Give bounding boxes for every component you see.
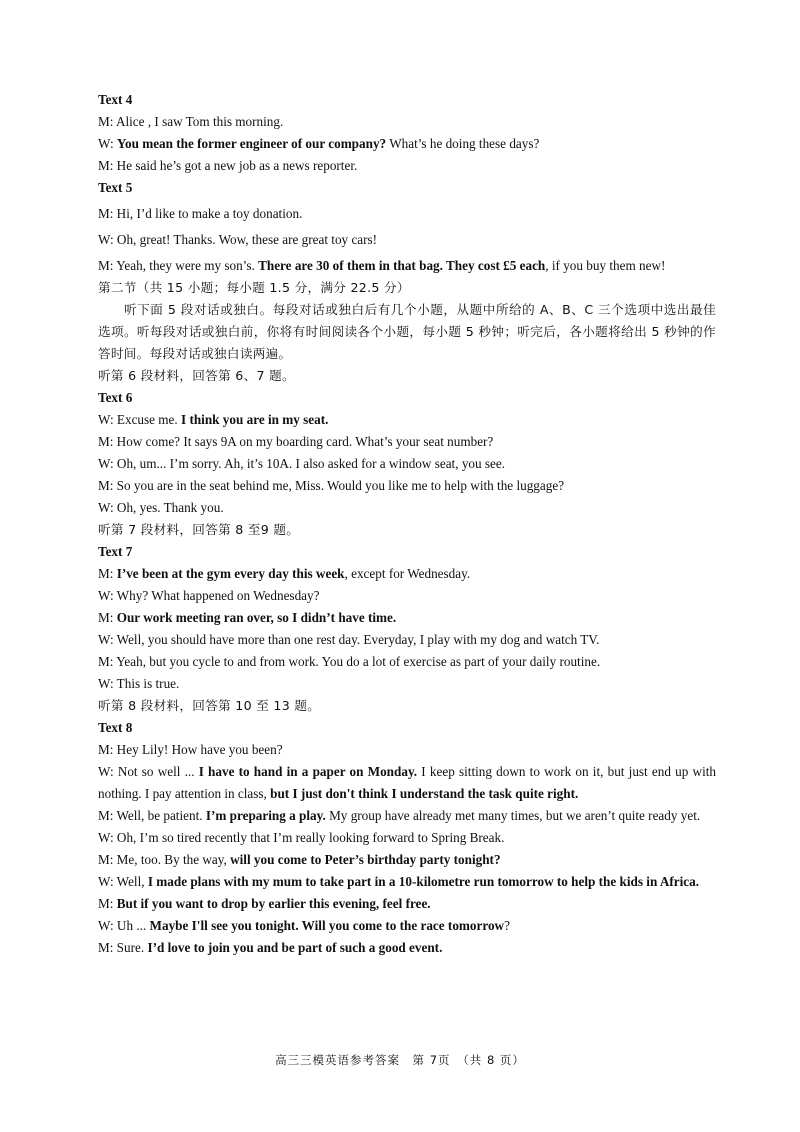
highlighted-answer: I think you are in my seat. (181, 412, 329, 427)
passage6-prompt: 听第 6 段材料，回答第 6、7 题。 (98, 368, 295, 383)
answer-key-page (98, 89, 716, 959)
text6-line-5: W: Oh, yes. Thank you. (98, 500, 224, 515)
text7-line-4: W: Well, you should have more than one rest day. Everyday, I play with my dog and watch TV. (98, 632, 600, 647)
section2-title: 第二节（共 15 小题；每小题 1.5 分，满分 22.5 分） (98, 280, 410, 295)
highlighted-answer: There are 30 of them in that bag. They cost £5 each (258, 258, 546, 273)
text7-heading: Text 7 (98, 544, 133, 559)
text7-line-5: M: Yeah, but you cycle to and from work. You do a lot of exercise as part of your daily routine. (98, 654, 601, 669)
highlighted-answer: I’m preparing a play. (205, 808, 326, 823)
text7-line-2: W: Why? What happened on Wednesday? (98, 588, 320, 603)
text5-line-2: W: Oh, great! Thanks. Wow, these are great toy cars! (98, 232, 378, 247)
text7-line-6: W: This is true. (98, 676, 180, 691)
text8-line-1: M: Hey Lily! How have you been? (98, 742, 283, 757)
text6-line-1: W: Excuse me. I think you are in my seat. (98, 412, 329, 427)
page-footer: 高三三模英语参考答案 第 7页 （共 8 页） (275, 1053, 525, 1067)
text8-line-7: M: But if you want to drop by earlier this evening, feel free. (98, 896, 431, 911)
highlighted-answer: I made plans with my mum to take part in a 10-kilometre run tomorrow to help the kids in Africa. (147, 874, 700, 889)
text5-line-1: M: Hi, I’d like to make a toy donation. (98, 206, 303, 221)
text6-line-3: W: Oh, um... I’m sorry. Ah, it’s 10A. I also asked for a window seat, you see. (98, 456, 506, 471)
text7-line-1: M: I’ve been at the gym every day this week, except for Wednesday. (98, 566, 471, 581)
highlighted-answer: will you come to Peter’s birthday party tonight? (230, 852, 501, 867)
text4-line-1: M: Alice , I saw Tom this morning. (98, 114, 284, 129)
text8-line-2: W: Not so well ... I have to hand in a paper on Monday. I keep sitting down to work on it, but just end up with nothing. I pay attention in class, but I just don't think I understand the task quite right. (98, 764, 716, 801)
text6-line-4: M: So you are in the seat behind me, Miss. Would you like me to help with the luggage? (98, 478, 565, 493)
text8-line-4: W: Oh, I’m so tired recently that I’m really looking forward to Spring Break. (98, 830, 505, 845)
highlighted-answer: Our work meeting ran over, so I didn’t have time. (116, 610, 397, 625)
highlighted-answer: But if you want to drop by earlier this evening, feel free. (116, 896, 431, 911)
text8-line-3: M: Well, be patient. I’m preparing a play. My group have already met many times, but we aren’t quite ready yet. (98, 808, 701, 823)
highlighted-answer: Maybe I'll see you tonight. Will you come to the race tomorrow (149, 918, 505, 933)
highlighted-answer: You mean the former engineer of our company? (116, 136, 387, 151)
text7-line-3: M: Our work meeting ran over, so I didn’t have time. (98, 610, 397, 625)
highlighted-answer: I’d love to join you and be part of such a good event. (147, 940, 443, 955)
section2-instructions: 听下面 5 段对话或独白。每段对话或独白后有几个小题，从题中所给的 A、B、C 三个选项中选出最佳选项。听每段对话或独白前，你将有时间阅读各个小题，每小题 5 秒钟；听完后，各小题将给出 5 秒钟的作答时间。每段对话或独白读两遍。 (98, 302, 716, 361)
highlighted-answer: I’ve been at the gym every day this week (116, 566, 345, 581)
text6-line-2: M: How come? It says 9A on my boarding card. What’s your seat number? (98, 434, 494, 449)
passage8-prompt: 听第 8 段材料，回答第 10 至 13 题。 (98, 698, 321, 713)
text8-line-9: M: Sure. I’d love to join you and be part of such a good event. (98, 940, 443, 955)
highlighted-answer: I have to hand in a paper on Monday. (198, 764, 418, 779)
text5-heading: Text 5 (98, 180, 133, 195)
passage7-prompt: 听第 7 段材料，回答第 8 至9 题。 (98, 522, 300, 537)
text4-line-3: M: He said he’s got a new job as a news reporter. (98, 158, 358, 173)
highlighted-answer: but I just don't think I understand the task quite right. (270, 786, 579, 801)
text4-heading: Text 4 (98, 92, 133, 107)
text8-heading: Text 8 (98, 720, 133, 735)
text5-line-3: M: Yeah, they were my son’s. There are 30 of them in that bag. They cost £5 each, if you buy them new! (98, 258, 666, 273)
text6-heading: Text 6 (98, 390, 133, 405)
text8-line-8: W: Uh ... Maybe I'll see you tonight. Will you come to the race tomorrow? (98, 918, 510, 933)
text4-line-2: W: You mean the former engineer of our company? What’s he doing these days? (98, 136, 540, 151)
text8-line-5: M: Me, too. By the way, will you come to Peter’s birthday party tonight? (98, 852, 501, 867)
text8-line-6: W: Well, I made plans with my mum to take part in a 10-kilometre run tomorrow to help the kids in Africa. (98, 874, 700, 889)
